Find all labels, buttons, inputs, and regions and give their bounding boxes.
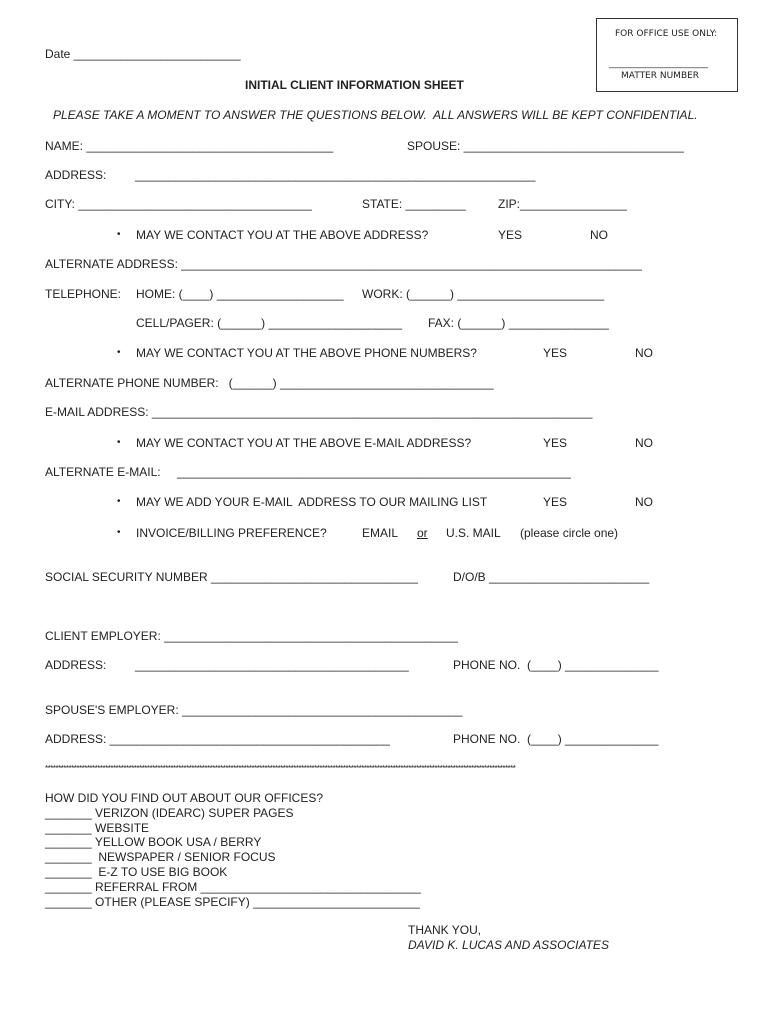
question-contact-address: MAY WE CONTACT YOU AT THE ABOVE ADDRESS? bbox=[136, 228, 429, 242]
no-option[interactable]: NO bbox=[590, 228, 608, 242]
client-employer-field[interactable]: CLIENT EMPLOYER: ____________________________________________ bbox=[45, 629, 458, 643]
cell-pager-field[interactable]: CELL/PAGER: (______) ____________________ bbox=[136, 316, 402, 330]
matter-number-label: MATTER NUMBER bbox=[621, 71, 700, 81]
yes-option[interactable]: YES bbox=[543, 495, 568, 509]
option-yellow-book[interactable]: _______ YELLOW BOOK USA / BERRY bbox=[45, 835, 262, 849]
spouse-address-field[interactable]: ADDRESS: __________________________________________ bbox=[45, 732, 390, 746]
closing-firm-name: DAVID K. LUCAS AND ASSOCIATES bbox=[408, 938, 609, 952]
alternate-email-line[interactable]: ___________________________________________________________ bbox=[177, 465, 571, 479]
spouse-phone-field[interactable]: PHONE NO. (____) ______________ bbox=[453, 732, 659, 746]
option-ez-book[interactable]: _______ E-Z TO USE BIG BOOK bbox=[45, 865, 228, 879]
yes-option[interactable]: YES bbox=[498, 228, 523, 242]
work-phone-field[interactable]: WORK: (______) ______________________ bbox=[362, 287, 605, 301]
billing-or: or bbox=[417, 526, 428, 540]
question-mailing-list: MAY WE ADD YOUR E-MAIL ADDRESS TO OUR MAILING LIST bbox=[136, 495, 488, 509]
instructions: PLEASE TAKE A MOMENT TO ANSWER THE QUESTIONS BELOW. ALL ANSWERS WILL BE KEPT CONFIDENTIAL. bbox=[53, 108, 698, 122]
address-label: ADDRESS: bbox=[45, 168, 107, 182]
billing-note: (please circle one) bbox=[520, 526, 619, 540]
email-field[interactable]: E-MAIL ADDRESS: __________________________________________________________________ bbox=[45, 405, 593, 419]
no-option[interactable]: NO bbox=[635, 495, 653, 509]
date-field[interactable]: Date _________________________ bbox=[45, 47, 241, 61]
separator-line: ************************************************************************************************************************************************************************************ bbox=[45, 764, 516, 773]
spouse-employer-field[interactable]: SPOUSE'S EMPLOYER: __________________________________________ bbox=[45, 703, 463, 717]
option-newspaper[interactable]: _______ NEWSPAPER / SENIOR FOCUS bbox=[45, 850, 276, 864]
option-referral[interactable]: _______ REFERRAL FROM _________________________________ bbox=[45, 880, 421, 894]
state-field[interactable]: STATE: _________ bbox=[362, 197, 466, 211]
billing-mail-option[interactable]: U.S. MAIL bbox=[446, 526, 501, 540]
option-other[interactable]: _______ OTHER (PLEASE SPECIFY) _________________________ bbox=[45, 895, 420, 909]
option-verizon[interactable]: _______ VERIZON (IDEARC) SUPER PAGES bbox=[45, 806, 294, 820]
bullet-icon: • bbox=[117, 496, 121, 507]
address-line[interactable]: ____________________________________________________________ bbox=[135, 168, 536, 182]
bullet-icon: • bbox=[117, 229, 121, 240]
no-option[interactable]: NO bbox=[635, 436, 653, 450]
page-title: INITIAL CLIENT INFORMATION SHEET bbox=[245, 78, 464, 92]
telephone-label: TELEPHONE: bbox=[45, 287, 122, 301]
question-contact-phone: MAY WE CONTACT YOU AT THE ABOVE PHONE NUMBERS? bbox=[136, 346, 477, 360]
alternate-email-label: ALTERNATE E-MAIL: bbox=[45, 465, 161, 479]
dob-field[interactable]: D/O/B ________________________ bbox=[453, 570, 650, 584]
yes-option[interactable]: YES bbox=[543, 436, 568, 450]
how-found-question: HOW DID YOU FIND OUT ABOUT OUR OFFICES? bbox=[45, 791, 324, 805]
office-use-box bbox=[596, 18, 738, 92]
alternate-phone-field[interactable]: ALTERNATE PHONE NUMBER: (______) ________________________________ bbox=[45, 376, 494, 390]
option-website[interactable]: _______ WEBSITE bbox=[45, 821, 150, 835]
matter-number-line[interactable]: ______________________ bbox=[609, 59, 708, 69]
bullet-icon: • bbox=[117, 347, 121, 358]
question-contact-email: MAY WE CONTACT YOU AT THE ABOVE E-MAIL ADDRESS? bbox=[136, 436, 472, 450]
ssn-field[interactable]: SOCIAL SECURITY NUMBER _______________________________ bbox=[45, 570, 418, 584]
no-option[interactable]: NO bbox=[635, 346, 653, 360]
home-phone-field[interactable]: HOME: (____) ___________________ bbox=[136, 287, 344, 301]
bullet-icon: • bbox=[117, 527, 121, 538]
spouse-field[interactable]: SPOUSE: _________________________________ bbox=[407, 139, 684, 153]
bullet-icon: • bbox=[117, 437, 121, 448]
closing-thanks: THANK YOU, bbox=[408, 923, 482, 937]
yes-option[interactable]: YES bbox=[543, 346, 568, 360]
zip-field[interactable]: ZIP:________________ bbox=[498, 197, 627, 211]
alternate-address-field[interactable]: ALTERNATE ADDRESS: _____________________________________________________________________ bbox=[45, 257, 642, 271]
city-field[interactable]: CITY: ___________________________________ bbox=[45, 197, 312, 211]
billing-email-option[interactable]: EMAIL bbox=[362, 526, 399, 540]
name-field[interactable]: NAME: _____________________________________ bbox=[45, 139, 334, 153]
client-address-label: ADDRESS: bbox=[45, 658, 107, 672]
client-address-line[interactable]: _________________________________________ bbox=[135, 658, 409, 672]
client-phone-field[interactable]: PHONE NO. (____) ______________ bbox=[453, 658, 659, 672]
office-use-header: FOR OFFICE USE ONLY: bbox=[615, 29, 718, 39]
fax-field[interactable]: FAX: (______) _______________ bbox=[428, 316, 609, 330]
question-billing: INVOICE/BILLING PREFERENCE? bbox=[136, 526, 327, 540]
